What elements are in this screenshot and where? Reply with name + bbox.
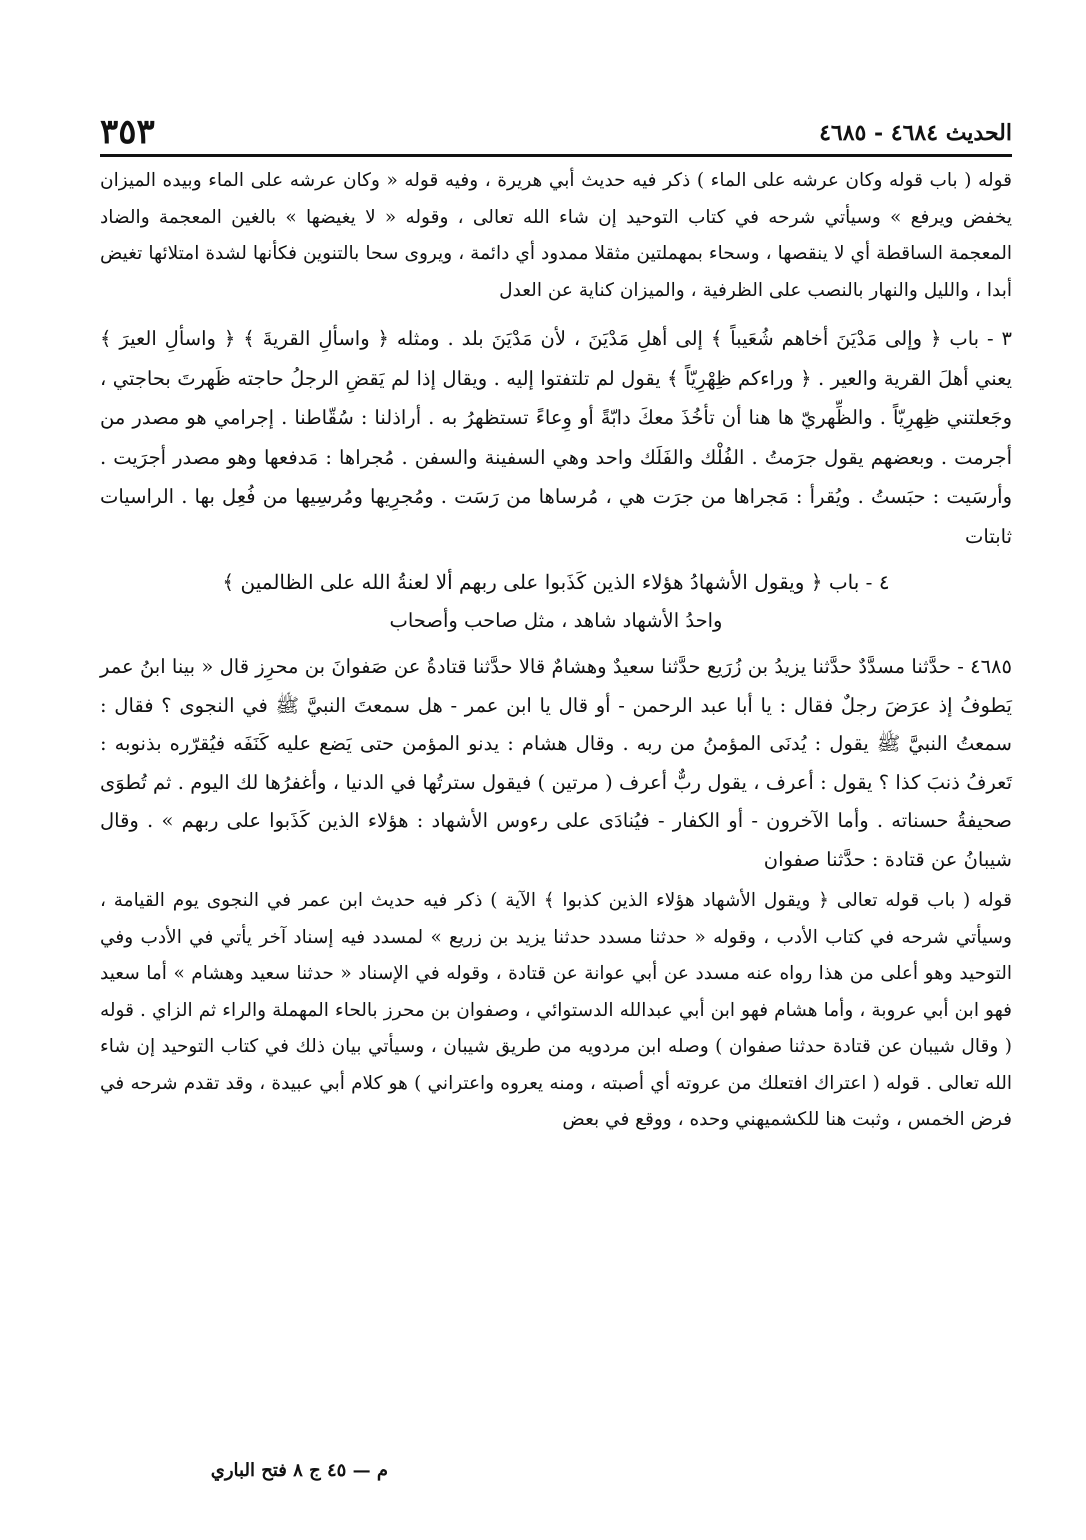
running-header bbox=[100, 112, 1012, 157]
commentary-paragraph-1: قوله ( باب قوله وكان عرشه على الماء ) ذكر فيه حديث أبي هريرة ، وفيه قوله « وكان عرشه على الماء وبيده الميزان يخفض ويرفع » وسيأتي شرحه في كتاب التوحيد إن شاء الله تعالى ، وقوله « لا يغيضها » بالغين المعجمة والضاد المعجمة الساقطة أي لا ينقصها ، وسحاء بمهملتين مثقلا ممدود أي دائمة ، ويروى سحا بالتنوين فكأنها لشدة امتلائها تغيض أبدا ، والليل والنهار بالنصب على الظرفية ، والميزان كناية عن العدل bbox=[100, 170, 1012, 301]
header-title: الحديث ٤٦٨٤ - ٤٦٨٥ bbox=[819, 120, 1012, 146]
hadith-4685: ٤٦٨٥ - حدَّثنا مسدَّدٌ حدَّثنا يزيدُ بن زُرَيع حدَّثنا سعيدٌ وهشامٌ قالا حدَّثنا قتادةُ عن صَفوانَ بن محرِز قال « بينا ابنُ عمر يَطوفُ إذ عرَضَ رجلٌ فقال : يا أبا عبد الرحمن - أو قال يا ابن عمر - هل سمعتَ النبيَّ ﷺ في النجوى ؟ فقال : سمعتُ النبيَّ ﷺ يقول : يُدنَى المؤمنُ من ربه . وقال هشام : يدنو المؤمن حتى يَضع عليه كَنَفَه فيُقرّره بذنوبه : تَعرفُ ذنبَ كذا ؟ يقول : أعرف ، يقول ربٌّ أعرف ( مرتين ) فيقول سترتُها في الدنيا ، وأغفرُها لك اليوم . ثم تُطوَى صحيفةُ حسناته . وأما الآخرون - أو الكفار - فيُنادَى على رءوس الأشهاد : هؤلاء الذين كَذَبوا على ربهم » . وقال شيبانُ عن قتادة : حدَّثنا صفوان bbox=[100, 655, 1012, 871]
document-page bbox=[100, 112, 1012, 1139]
commentary-paragraph-2: قوله ( باب قوله تعالى ﴿ ويقول الأشهاد هؤلاء الذين كذبوا ﴾ الآية ) ذكر فيه حديث ابن عمر في النجوى يوم القيامة ، وسيأتي شرحه في كتاب الأدب ، وقوله « حدثنا مسدد حدثنا يزيد بن زريع » لمسدد فيه إسناد آخر يأتي في الأدب وفي التوحيد وهو أعلى من هذا رواه عنه مسدد عن أبي عوانة عن قتادة ، وقوله في الإسناد « حدثنا سعيد وهشام » أما سعيد فهو ابن أبي عروبة ، وأما هشام فهو ابن أبي عبدالله الدستوائي ، وصفوان بن محرز بالحاء المهملة والراء ثم الزاي . قوله ( وقال شيبان عن قتادة حدثنا صفوان ) وصله ابن مردويه من طريق شيبان ، وسيأتي بيان ذلك في كتاب التوحيد إن شاء الله تعالى . قوله ( اعتراك افتعلك من عروته أي أصبته ، ومنه يعروه واعتراني ) هو كلام أبي عبيدة ، وقد تقدم شرحه في فرض الخمس ، وثبت هنا للكشميهني وحده ، ووقع في بعض bbox=[100, 890, 1012, 1130]
footer-signature: م — ٤٥ ج ٨ فتح الباري bbox=[210, 1460, 388, 1481]
page-number: ٣٥٣ bbox=[100, 112, 155, 152]
chapter-3-paragraph: ٣ - باب ﴿ وإلى مَدْيَنَ أخاهم شُعَيباً ﴾ إلى أهلِ مَدْيَنَ ، لأن مَدْيَنَ بلد . ومثله ﴿ واسألِ القريةَ ﴾ ﴿ واسألِ العيرَ ﴾ يعني أهلَ القرية والعير . ﴿ وراءكم ظِهْرِيّاً ﴾ يقول لم تلتفتوا إليه . ويقال إذا لم يَقضِ الرجلُ حاجته ظَهرتَ بحاجتي ، وجَعلتني ظِهرِيّاً . والظِّهريّ ها هنا أن تأخُذَ معكَ دابّةً أو وِعاءً تستظهرُ به . أراذلنا : سُقّاطنا . إجرامي هو مصدر من أجرمت . وبعضهم يقول جرَمتُ . الفُلْك والفَلَك واحد وهي السفينة والسفن . مُجراها : مَدفعها وهو مصدر أجرَيت . وأرسَيت : حبَستُ . ويُقرأ : مَجراها من جرَت هي ، مُرساها من رَسَت . ومُجرِيها ومُرسِيها من فُعِل بها . الراسيات ثابتات bbox=[100, 327, 1012, 548]
chapter-4-note: واحدُ الأشهاد شاهد ، مثل صاحب وأصحاب bbox=[389, 609, 723, 632]
chapter-4-heading: ٤ - باب ﴿ ويقول الأشهادُ هؤلاء الذين كَذَبوا على ربهم ألا لعنةُ الله على الظالمين ﴾ bbox=[222, 570, 890, 594]
